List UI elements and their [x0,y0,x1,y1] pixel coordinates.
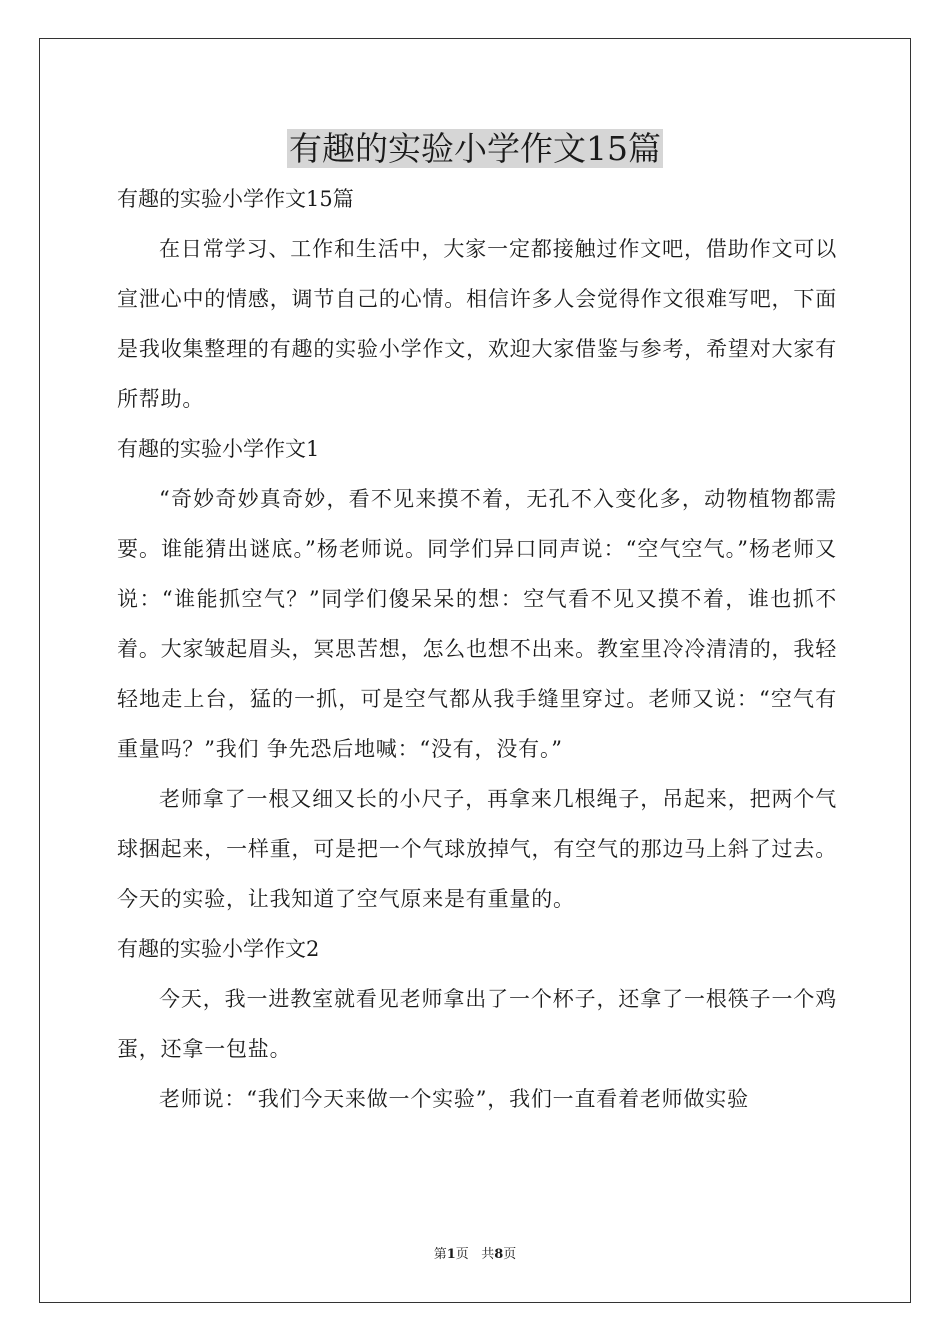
total-prefix: 共 [481,1247,495,1262]
page-number: 1 [446,1247,456,1262]
total-suffix: 页 [503,1247,517,1262]
page-prefix: 第 [433,1247,447,1262]
paragraph: 在日常学习、工作和生活中，大家一定都接触过作文吧，借助作文可以宣泄心中的情感，调节自己的心情。相信许多人会觉得作文很难写吧，下面是我收集整理的有趣的实验小学作文，欢迎大家借鉴与参考，希望对大家有所帮助。 [117,237,837,411]
subheading: 有趣的实验小学作文15篇 [117,187,354,211]
subheading: 有趣的实验小学作文1 [117,437,320,461]
page-suffix: 页 [455,1247,469,1262]
subheading: 有趣的实验小学作文2 [117,937,320,961]
page-footer [0,1246,950,1264]
paragraph: 老师说：“我们今天来做一个实验”，我们一直看着老师做实验 [159,1087,749,1111]
paragraph: 老师拿了一根又细又长的小尺子，再拿来几根绳子，吊起来，把两个气球捆起来，一样重，可是把一个气球放掉气，有空气的那边马上斜了过去。今天的实验，让我知道了空气原来是有重量的。 [117,787,837,911]
total-pages: 8 [494,1247,504,1262]
document-title [0,127,950,171]
paragraph: “奇妙奇妙真奇妙，看不见来摸不着，无孔不入变化多，动物植物都需要。谁能猜出谜底。”杨老师说。同学们异口同声说：“空气空气。”杨老师又说：“谁能抓空气？”同学们傻呆呆的想：空气看不见又摸不着，谁也抓不着。大家皱起眉头，冥思苦想，怎么也想不出来。教室里冷冷清清的，我轻轻地走上台，猛的一抓，可是空气都从我手缝里穿过。老师又说：“空气有重量吗？”我们 争先恐后地喊：“没有，没有。” [117,487,837,761]
document-title-text: 有趣的实验小学作文15篇 [289,129,661,168]
document-body [117,174,837,1124]
paragraph: 今天，我一进教室就看见老师拿出了一个杯子，还拿了一根筷子一个鸡蛋，还拿一包盐。 [117,987,837,1061]
